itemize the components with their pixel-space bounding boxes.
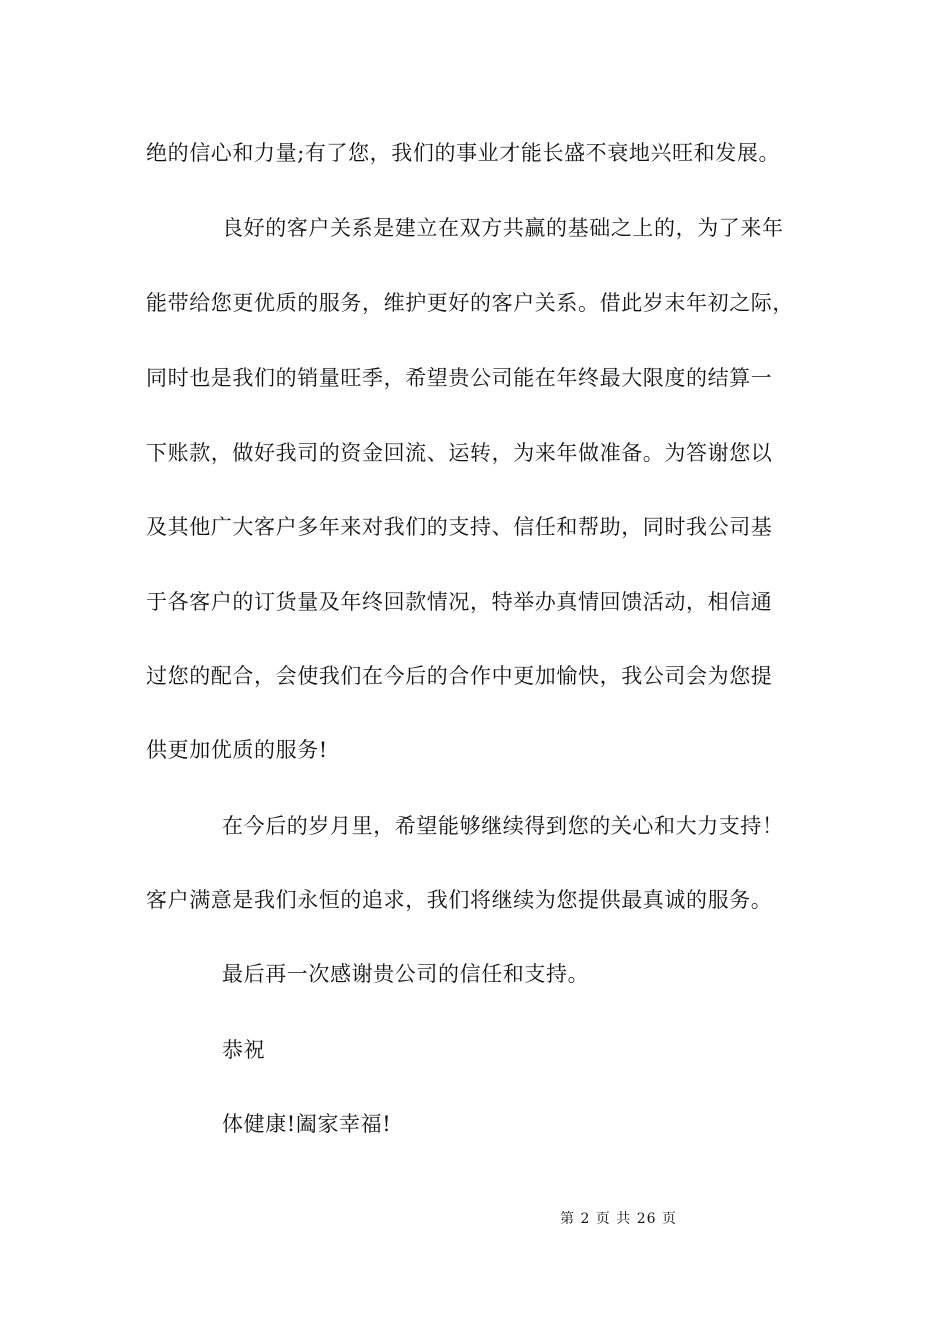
paragraph-line: 能带给您更优质的服务，维护更好的客户关系。借此岁末年初之际，	[146, 291, 794, 315]
paragraph-line: 同时也是我们的销量旺季，希望贵公司能在年终最大限度的结算一	[146, 366, 773, 390]
paragraph-line: 供更加优质的服务!	[146, 738, 328, 762]
paragraph-line: 良好的客户关系是建立在双方共赢的基础之上的，为了来年	[222, 216, 784, 240]
paragraph-line: 绝的信心和力量;有了您，我们的事业才能长盛不衰地兴旺和发展。	[146, 141, 781, 165]
paragraph-line: 体健康!阖家幸福!	[222, 1112, 392, 1136]
paragraph-line: 客户满意是我们永恒的追求，我们将继续为您提供最真诚的服务。	[146, 888, 773, 912]
paragraph-line: 及其他广大客户多年来对我们的支持、信任和帮助，同时我公司基	[146, 515, 773, 539]
paragraph-line: 最后再一次感谢贵公司的信任和支持。	[222, 962, 590, 986]
paragraph-line: 在今后的岁月里，希望能够继续得到您的关心和大力支持！	[222, 814, 784, 838]
paragraph-line: 恭祝	[222, 1038, 266, 1062]
paragraph-line: 过您的配合，会使我们在今后的合作中更加愉快，我公司会为您提	[146, 664, 773, 688]
paragraph-line: 于各客户的订货量及年终回款情况，特举办真情回馈活动，相信通	[146, 590, 773, 614]
page-number: 第 2 页 共 26 页	[560, 1211, 677, 1227]
paragraph-line: 下账款，做好我司的资金回流、运转，为来年做准备。为答谢您以	[146, 441, 773, 465]
